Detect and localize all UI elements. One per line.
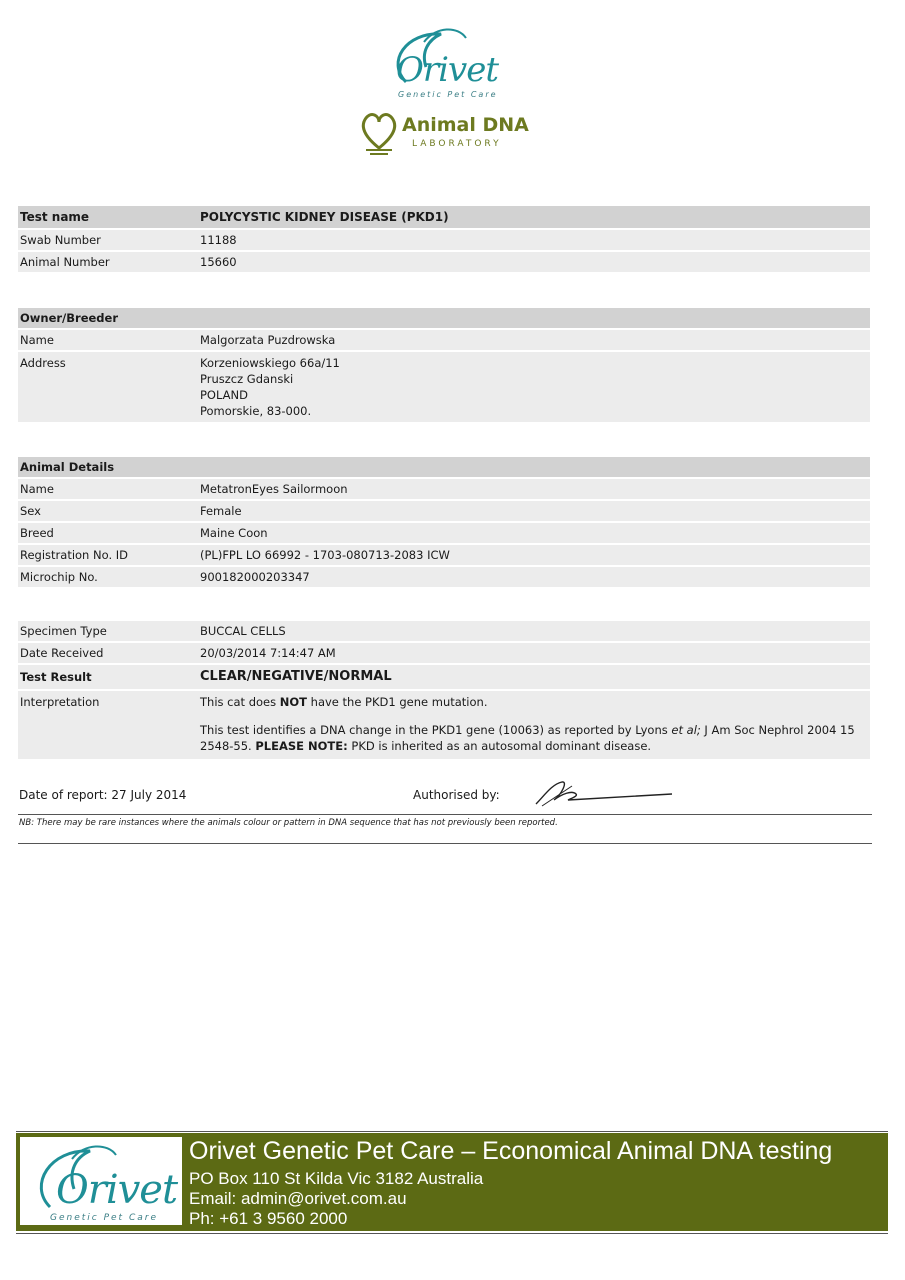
table-row: [18, 567, 870, 587]
specimen-value: BUCCAL CELLS: [200, 624, 286, 638]
report-date: Date of report: 27 July 2014: [19, 788, 187, 802]
text: have the PKD1 gene mutation.: [307, 695, 488, 709]
table-row: [18, 643, 870, 663]
footer-email: Email: admin@orivet.com.au: [189, 1189, 407, 1208]
lab-name: Animal DNA: [402, 114, 529, 136]
divider: [16, 1131, 888, 1132]
dna-heart-icon: [358, 108, 400, 156]
table-row: [18, 206, 870, 228]
interpretation-value: [198, 691, 870, 757]
table-row: [18, 230, 870, 250]
interpretation-note: [200, 722, 868, 754]
address-line: Pruszcz Gdanski: [200, 372, 294, 386]
test-info-table: [18, 206, 870, 272]
text: PKD is inherited as an autosomal dominant disease.: [347, 739, 652, 753]
orivet-logo: [366, 22, 511, 104]
footer-tagline: Genetic Pet Care: [50, 1213, 158, 1223]
animal-number-value: 15660: [200, 255, 237, 269]
footer-orivet-logo: [20, 1137, 182, 1225]
table-row: [18, 479, 870, 499]
animal-dna-logo: [358, 108, 533, 156]
table-row: [18, 545, 870, 565]
table-row: [18, 523, 870, 543]
table-row: [18, 308, 870, 328]
address-line: Korzeniowskiego 66a/11: [200, 356, 340, 370]
et-al: et al;: [671, 723, 701, 737]
not-emphasis: NOT: [279, 695, 307, 709]
swab-label: Swab Number: [20, 233, 101, 247]
text: This test identifies a DNA change in the PKD1 gene (10063) as reported by Lyons: [200, 723, 672, 737]
footer-address: PO Box 110 St Kilda Vic 3182 Australia: [189, 1169, 484, 1188]
divider: [18, 814, 872, 815]
table-row: [18, 352, 870, 422]
animal-name-value: MetatronEyes Sailormoon: [200, 482, 348, 496]
divider: [18, 843, 872, 844]
divider: [16, 1233, 888, 1234]
animal-table: [18, 457, 870, 587]
owner-table: [18, 308, 870, 422]
registration-value: (PL)FPL LO 66992 - 1703-080713-2083 ICW: [200, 548, 450, 562]
interpretation-label: Interpretation: [20, 695, 100, 709]
table-row: [18, 330, 870, 350]
text: This cat does: [200, 695, 280, 709]
footer-phone: Ph: +61 3 9560 2000: [189, 1209, 348, 1228]
table-row: [18, 457, 870, 477]
signature-icon: [532, 776, 677, 810]
test-result-label: Test Result: [20, 670, 92, 684]
owner-name-value: Malgorzata Puzdrowska: [200, 333, 336, 347]
sex-label: Sex: [20, 504, 41, 518]
sex-value: Female: [200, 504, 242, 518]
table-row: [18, 501, 870, 521]
date-received-label: Date Received: [20, 646, 104, 660]
owner-name-label: Name: [20, 333, 54, 347]
breed-label: Breed: [20, 526, 54, 540]
breed-value: Maine Coon: [200, 526, 268, 540]
test-name-value: POLYCYSTIC KIDNEY DISEASE (PKD1): [200, 210, 449, 224]
microchip-label: Microchip No.: [20, 570, 98, 584]
footer-brand: Orivet: [56, 1167, 178, 1213]
orivet-brand: Orivet: [396, 50, 498, 90]
footer-banner: [16, 1133, 888, 1231]
date-received-value: 20/03/2014 7:14:47 AM: [200, 646, 336, 660]
footer-headline: Orivet Genetic Pet Care – Economical Animal DNA testing: [189, 1137, 833, 1165]
address-line: Pomorskie, 83-000.: [200, 404, 312, 418]
test-result-value: CLEAR/NEGATIVE/NORMAL: [200, 669, 392, 684]
address-label: Address: [20, 356, 66, 370]
test-name-label: Test name: [20, 210, 90, 224]
nb-note: NB: There may be rare instances where the animals colour or pattern in DNA sequence that has not previously been reported.: [19, 818, 558, 828]
table-row: [18, 691, 870, 759]
interpretation-line: [200, 694, 868, 710]
address-value: [198, 352, 870, 422]
table-row: [18, 621, 870, 641]
specimen-label: Specimen Type: [20, 624, 107, 638]
animal-heading: Animal Details: [20, 460, 115, 474]
registration-label: Registration No. ID: [20, 548, 128, 562]
swab-value: 11188: [200, 233, 237, 247]
text: J Am Soc Nephrol 2004 15 2548-55.: [200, 723, 855, 753]
please-note: PLEASE NOTE:: [255, 739, 348, 753]
table-row: [18, 665, 870, 689]
animal-number-label: Animal Number: [20, 255, 110, 269]
result-table: [18, 621, 870, 759]
owner-heading: Owner/Breeder: [20, 311, 118, 325]
table-row: [18, 252, 870, 272]
address-line: POLAND: [200, 388, 248, 402]
animal-name-label: Name: [20, 482, 54, 496]
lab-sub: LABORATORY: [412, 139, 502, 149]
microchip-value: 900182000203347: [200, 570, 310, 584]
orivet-tagline: Genetic Pet Care: [398, 90, 498, 99]
authorised-by: Authorised by:: [413, 788, 500, 802]
